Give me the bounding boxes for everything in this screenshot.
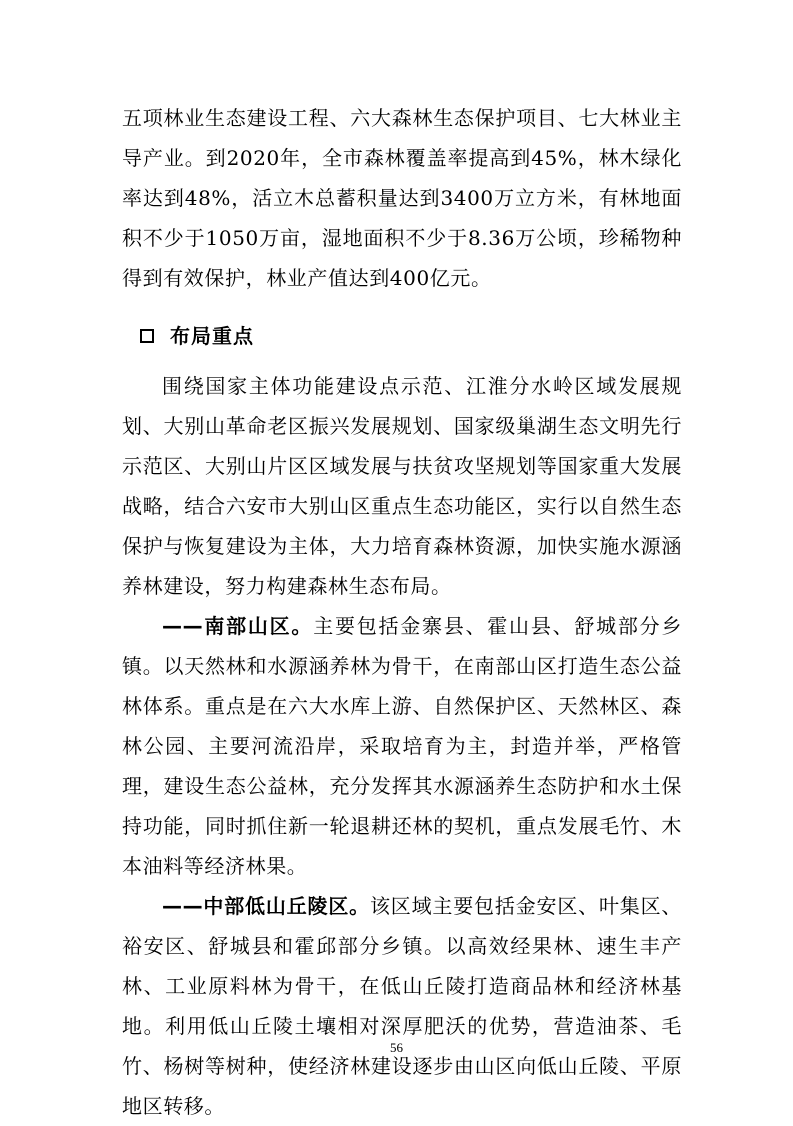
section-heading-text: 布局重点 xyxy=(170,324,254,348)
south-region-text: 主要包括金寨县、霍山县、舒城部分乡镇。以天然林和水源涵养林为骨干，在南部山区打造生态公益林体系。重点是在六大水库上游、自然保护区、天然林区、森林公园、主要河流沿岸，采取培育为主，封造并举，严格管理，建设生态公益林，充分发挥其水源涵养生态防护和水土保持功能，同时抓住新一轮退耕还林的契机，重点发展毛竹、木本油料等经济林果。 xyxy=(122,614,683,878)
section-heading xyxy=(140,316,682,356)
page-number: 56 xyxy=(390,1040,403,1055)
central-region-paragraph xyxy=(122,886,682,1126)
intro-paragraph: 五项林业生态建设工程、六大森林生态保护项目、七大林业主导产业。到2020年，全市森林覆盖率提高到45%，林木绿化率达到48%，活立木总蓄积量达到3400万立方米，有林地面积不少于1050万亩，湿地面积不少于8.36万公顷，珍稀物种得到有效保护，林业产值达到400亿元。 xyxy=(122,106,682,290)
section-paragraph: 围绕国家主体功能建设点示范、江淮分水岭区域发展规划、大别山革命老区振兴发展规划、国家级巢湖生态文明先行示范区、大别山片区区域发展与扶贫攻坚规划等国家重大发展战略，结合六安市大别山区重点生态功能区，实行以自然生态保护与恢复建设为主体，大力培育森林资源，加快实施水源涵养林建设，努力构建森林生态布局。 xyxy=(122,374,682,598)
south-region-lead: ——南部山区。 xyxy=(162,614,314,638)
central-region-text: 该区域主要包括金安区、叶集区、裕安区、舒城县和霍邱部分乡镇。以高效经果林、速生丰产林、工业原料林为骨干，在低山丘陵打造商品林和经济林基地。利用低山丘陵土壤相对深厚肥沃的优势，营造油茶、毛竹、杨树等树种，使经济林建设逐步由山区向低山丘陵、平原地区转移。 xyxy=(122,894,683,1118)
page-content xyxy=(122,98,682,1126)
checkbox-icon xyxy=(140,329,154,343)
south-region-paragraph xyxy=(122,606,682,886)
central-region-lead: ——中部低山丘陵区。 xyxy=(162,894,370,918)
